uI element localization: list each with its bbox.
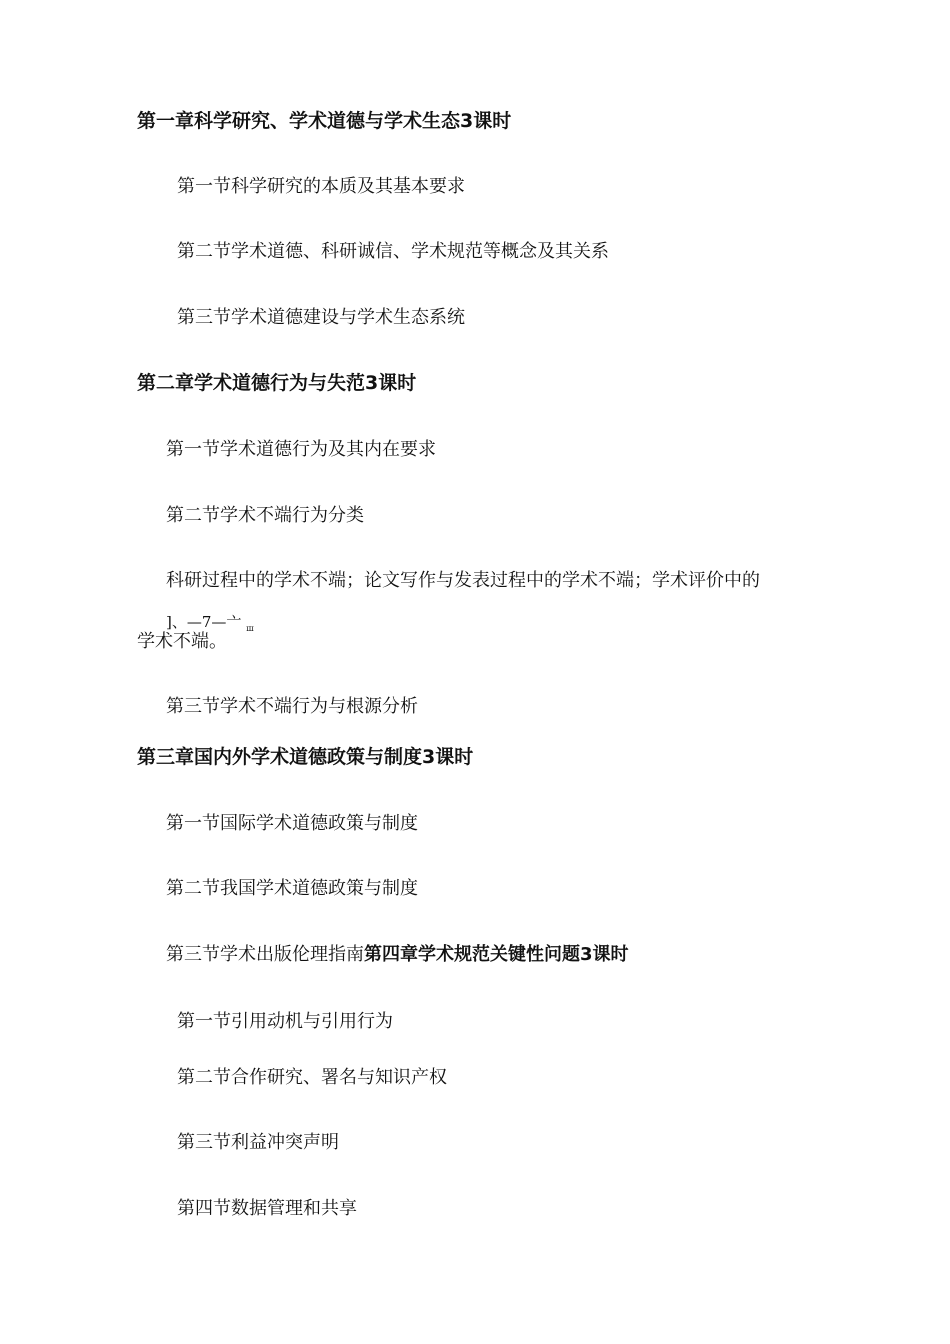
chapter-3-section-2: 第二节我国学术道德政策与制度 [166, 878, 418, 899]
chapter-4-section-4: 第四节数据管理和共享 [177, 1198, 357, 1219]
chapter-3-section-3: 第三节学术出版伦理指南 [166, 944, 364, 965]
chapter-1-section-1: 第一节科学研究的本质及其基本要求 [177, 176, 465, 197]
scan-artifact-glyphs: ]、—7—亠 [166, 613, 242, 631]
chapter-2-paragraph-line-1: 科研过程中的学术不端；论文写作与发表过程中的学术不端；学术评价中的 [166, 570, 760, 591]
chapter-2-section-3: 第三节学术不端行为与根源分析 [166, 696, 418, 717]
chapter-3-section-3-with-chapter-4-heading [166, 946, 629, 964]
chapter-4-section-3: 第三节利益冲突声明 [177, 1132, 339, 1153]
chapter-1-section-2: 第二节学术道德、科研诚信、学术规范等概念及其关系 [177, 241, 609, 262]
scan-artifact-small: ш [246, 624, 254, 633]
chapter-4-heading: 第四章学术规范关键性问题3课时 [364, 944, 629, 965]
chapter-2-section-1: 第一节学术道德行为及其内在要求 [166, 439, 436, 460]
chapter-3-heading: 第三章国内外学术道德政策与制度3课时 [137, 746, 474, 768]
chapter-3-section-1: 第一节国际学术道德政策与制度 [166, 813, 418, 834]
chapter-2-section-2: 第二节学术不端行为分类 [166, 505, 364, 526]
chapter-1-section-3: 第三节学术道德建设与学术生态系统 [177, 307, 465, 328]
chapter-4-section-2: 第二节合作研究、署名与知识产权 [177, 1067, 447, 1088]
chapter-1-heading: 第一章科学研究、学术道德与学术生态3课时 [137, 110, 512, 132]
scan-artifact-text [166, 611, 254, 633]
chapter-4-section-1: 第一节引用动机与引用行为 [177, 1011, 393, 1032]
chapter-2-paragraph-line-2: 学术不端。 [137, 631, 227, 652]
chapter-2-heading: 第二章学术道德行为与失范3课时 [137, 372, 417, 394]
